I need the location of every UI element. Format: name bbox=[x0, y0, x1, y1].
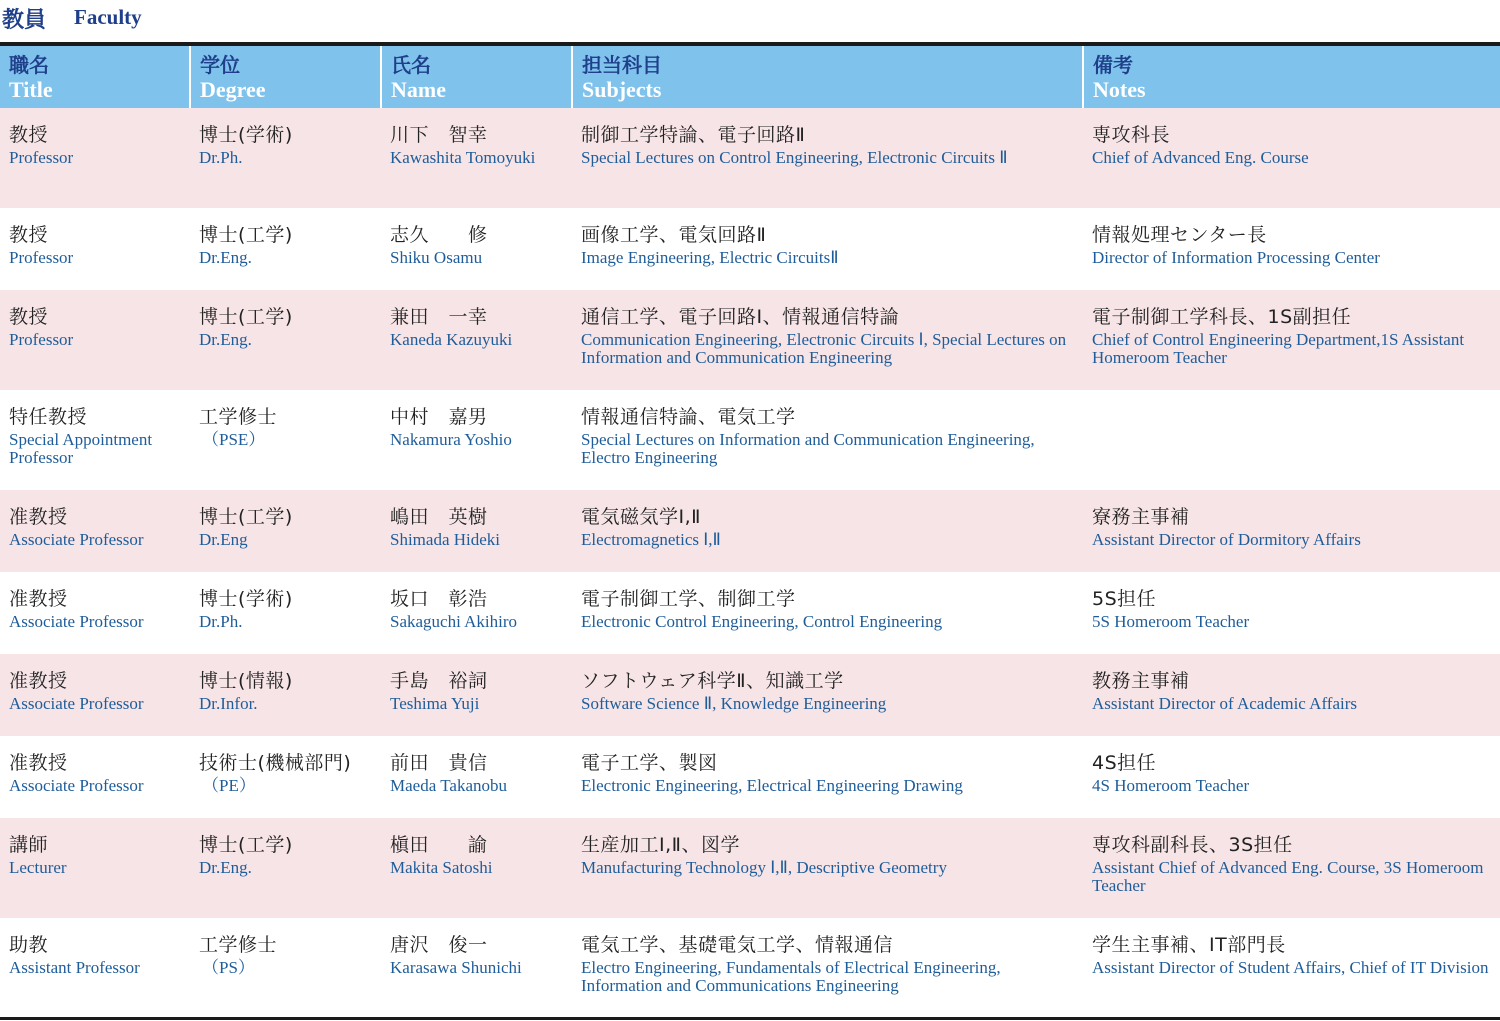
cell-title bbox=[0, 572, 190, 654]
degree-jp: 博士(工学) bbox=[199, 306, 293, 328]
subjects-en: Software Science Ⅱ, Knowledge Engineering bbox=[581, 694, 887, 713]
notes-en: Assistant Director of Academic Affairs bbox=[1092, 694, 1358, 713]
cell-notes bbox=[1083, 918, 1500, 1018]
cell-subjects bbox=[572, 572, 1083, 654]
cell-notes bbox=[1083, 208, 1500, 290]
cell-title bbox=[0, 290, 190, 390]
name-en: Teshima Yuji bbox=[390, 694, 480, 713]
notes-jp: 5S担任 bbox=[1092, 588, 1157, 610]
notes-jp: 専攻科長 bbox=[1092, 124, 1171, 146]
degree-jp: 工学修士 bbox=[199, 934, 278, 956]
degree-en: Dr.Eng. bbox=[199, 858, 252, 877]
subjects-en: Communication Engineering, Electronic Circuits Ⅰ, Special Lectures on Information and Communication Engineering bbox=[581, 330, 1067, 367]
cell-subjects bbox=[572, 390, 1083, 490]
title-en: Associate Professor bbox=[9, 694, 144, 713]
subjects-en: Electronic Engineering, Electrical Engineering Drawing bbox=[581, 776, 963, 795]
table-row bbox=[0, 818, 1500, 918]
title-en: Professor bbox=[9, 148, 74, 167]
name-en: Nakamura Yoshio bbox=[390, 430, 512, 449]
header-label-jp: 職名 bbox=[9, 53, 49, 77]
cell-title bbox=[0, 918, 190, 1018]
cell-notes bbox=[1083, 490, 1500, 572]
column-header-name bbox=[381, 46, 572, 108]
cell-subjects bbox=[572, 108, 1083, 208]
subjects-jp: 制御工学特論、電子回路Ⅱ bbox=[581, 124, 806, 146]
table-row bbox=[0, 108, 1500, 208]
table-row bbox=[0, 390, 1500, 490]
table-row bbox=[0, 490, 1500, 572]
subjects-en: Special Lectures on Control Engineering, Electronic Circuits Ⅱ bbox=[581, 148, 1008, 167]
cell-subjects bbox=[572, 208, 1083, 290]
notes-jp: 寮務主事補 bbox=[1092, 506, 1190, 528]
degree-en: Dr.Eng bbox=[199, 530, 248, 549]
title-jp: 教授 bbox=[9, 306, 49, 328]
notes-en: Assistant Chief of Advanced Eng. Course, 3S Homeroom Teacher bbox=[1092, 858, 1484, 895]
subjects-jp: ソフトウェア科学Ⅱ、知識工学 bbox=[581, 670, 844, 692]
cell-degree bbox=[190, 108, 381, 208]
column-header-title bbox=[0, 46, 190, 108]
degree-en: Dr.Eng. bbox=[199, 330, 252, 349]
table-row bbox=[0, 654, 1500, 736]
name-jp: 坂口 彰浩 bbox=[390, 588, 488, 610]
cell-degree bbox=[190, 736, 381, 818]
name-jp: 中村 嘉男 bbox=[390, 406, 488, 428]
table-row bbox=[0, 290, 1500, 390]
degree-en: （PS） bbox=[202, 958, 255, 977]
cell-degree bbox=[190, 208, 381, 290]
degree-en: （PSE） bbox=[202, 430, 266, 449]
header-label-en: Subjects bbox=[582, 77, 662, 102]
header-label-en: Notes bbox=[1093, 77, 1146, 102]
column-header-subjects bbox=[572, 46, 1083, 108]
title-jp: 助教 bbox=[9, 934, 49, 956]
cell-title bbox=[0, 108, 190, 208]
title-en: Lecturer bbox=[9, 858, 67, 877]
degree-jp: 博士(学術) bbox=[199, 124, 293, 146]
cell-name bbox=[381, 818, 572, 918]
cell-subjects bbox=[572, 818, 1083, 918]
name-en: Kawashita Tomoyuki bbox=[390, 148, 536, 167]
cell-subjects bbox=[572, 490, 1083, 572]
degree-jp: 博士(工学) bbox=[199, 224, 293, 246]
title-en: Assistant Professor bbox=[9, 958, 140, 977]
notes-jp: 情報処理センター長 bbox=[1092, 224, 1267, 246]
title-en: Associate Professor bbox=[9, 776, 144, 795]
page-title-en: Faculty bbox=[74, 5, 142, 29]
notes-en: Assistant Director of Dormitory Affairs bbox=[1092, 530, 1361, 549]
column-header-degree bbox=[190, 46, 381, 108]
cell-title bbox=[0, 490, 190, 572]
name-jp: 前田 貴信 bbox=[390, 752, 488, 774]
cell-notes bbox=[1083, 290, 1500, 390]
name-jp: 兼田 一幸 bbox=[390, 306, 488, 328]
notes-en: Chief of Advanced Eng. Course bbox=[1092, 148, 1309, 167]
name-en: Karasawa Shunichi bbox=[390, 958, 522, 977]
cell-name bbox=[381, 390, 572, 490]
subjects-en: Manufacturing Technology Ⅰ,Ⅱ, Descriptive Geometry bbox=[581, 858, 947, 877]
cell-name bbox=[381, 736, 572, 818]
table-row bbox=[0, 208, 1500, 290]
name-en: Shiku Osamu bbox=[390, 248, 483, 267]
notes-jp: 4S担任 bbox=[1092, 752, 1157, 774]
title-jp: 講師 bbox=[9, 834, 49, 856]
cell-notes bbox=[1083, 390, 1500, 490]
table-row bbox=[0, 572, 1500, 654]
name-jp: 唐沢 俊一 bbox=[390, 934, 488, 956]
name-jp: 川下 智幸 bbox=[390, 124, 488, 146]
title-jp: 准教授 bbox=[9, 588, 68, 610]
subjects-jp: 電気磁気学Ⅰ,Ⅱ bbox=[581, 506, 701, 528]
table-header-row bbox=[0, 46, 1500, 108]
notes-en: Assistant Director of Student Affairs, Chief of IT Division bbox=[1092, 958, 1489, 977]
name-jp: 槇田 諭 bbox=[390, 834, 488, 856]
title-en: Professor bbox=[9, 248, 74, 267]
page-title-jp: 教員 bbox=[2, 8, 47, 33]
title-en: Professor bbox=[9, 330, 74, 349]
subjects-en: Image Engineering, Electric CircuitsⅡ bbox=[581, 248, 839, 267]
title-en: Special Appointment Professor bbox=[9, 430, 153, 467]
cell-notes bbox=[1083, 818, 1500, 918]
cell-subjects bbox=[572, 290, 1083, 390]
degree-en: （PE） bbox=[202, 776, 256, 795]
name-en: Maeda Takanobu bbox=[390, 776, 507, 795]
page-heading bbox=[0, 0, 1500, 42]
notes-jp: 専攻科副科長、3S担任 bbox=[1092, 834, 1293, 856]
title-jp: 特任教授 bbox=[9, 406, 88, 428]
degree-jp: 技術士(機械部門) bbox=[199, 752, 352, 774]
notes-en: Director of Information Processing Center bbox=[1092, 248, 1380, 267]
subjects-jp: 生産加工Ⅰ,Ⅱ、図学 bbox=[581, 834, 740, 856]
subjects-en: Electro Engineering, Fundamentals of Electrical Engineering, Information and Communications Engineering bbox=[581, 958, 1001, 995]
degree-jp: 博士(工学) bbox=[199, 506, 293, 528]
cell-name bbox=[381, 572, 572, 654]
degree-en: Dr.Infor. bbox=[199, 694, 258, 713]
table-row bbox=[0, 918, 1500, 1018]
degree-jp: 博士(工学) bbox=[199, 834, 293, 856]
subjects-jp: 通信工学、電子回路Ⅰ、情報通信特論 bbox=[581, 306, 900, 328]
header-label-en: Degree bbox=[200, 77, 266, 102]
name-en: Sakaguchi Akihiro bbox=[390, 612, 518, 631]
faculty-table bbox=[0, 46, 1500, 1018]
table-row bbox=[0, 736, 1500, 818]
title-en: Associate Professor bbox=[9, 612, 144, 631]
title-jp: 准教授 bbox=[9, 670, 68, 692]
cell-degree bbox=[190, 818, 381, 918]
cell-subjects bbox=[572, 654, 1083, 736]
header-label-jp: 氏名 bbox=[391, 53, 431, 77]
name-en: Shimada Hideki bbox=[390, 530, 501, 549]
cell-degree bbox=[190, 290, 381, 390]
degree-en: Dr.Eng. bbox=[199, 248, 252, 267]
subjects-jp: 電子制御工学、制御工学 bbox=[581, 588, 796, 610]
cell-name bbox=[381, 654, 572, 736]
cell-name bbox=[381, 208, 572, 290]
subjects-jp: 電子工学、製図 bbox=[581, 752, 718, 774]
title-jp: 教授 bbox=[9, 224, 49, 246]
notes-en: 4S Homeroom Teacher bbox=[1092, 776, 1250, 795]
subjects-en: Electromagnetics Ⅰ,Ⅱ bbox=[581, 530, 721, 549]
title-jp: 准教授 bbox=[9, 752, 68, 774]
degree-jp: 博士(学術) bbox=[199, 588, 293, 610]
bottom-divider bbox=[0, 1017, 1500, 1020]
cell-notes bbox=[1083, 736, 1500, 818]
cell-notes bbox=[1083, 108, 1500, 208]
degree-jp: 博士(情報) bbox=[199, 670, 293, 692]
subjects-jp: 電気工学、基礎電気工学、情報通信 bbox=[581, 934, 894, 956]
notes-jp: 教務主事補 bbox=[1092, 670, 1190, 692]
name-en: Kaneda Kazuyuki bbox=[390, 330, 513, 349]
header-label-en: Name bbox=[391, 77, 446, 102]
name-jp: 志久 修 bbox=[390, 224, 488, 246]
cell-subjects bbox=[572, 918, 1083, 1018]
cell-notes bbox=[1083, 572, 1500, 654]
notes-en: 5S Homeroom Teacher bbox=[1092, 612, 1250, 631]
cell-title bbox=[0, 736, 190, 818]
subjects-en: Electronic Control Engineering, Control Engineering bbox=[581, 612, 943, 631]
cell-title bbox=[0, 208, 190, 290]
header-label-jp: 学位 bbox=[200, 53, 240, 77]
cell-name bbox=[381, 108, 572, 208]
name-jp: 手島 裕詞 bbox=[390, 670, 488, 692]
cell-subjects bbox=[572, 736, 1083, 818]
name-jp: 嶋田 英樹 bbox=[390, 506, 488, 528]
cell-degree bbox=[190, 918, 381, 1018]
cell-title bbox=[0, 654, 190, 736]
cell-degree bbox=[190, 654, 381, 736]
title-en: Associate Professor bbox=[9, 530, 144, 549]
notes-jp: 電子制御工学科長、1S副担任 bbox=[1092, 306, 1352, 328]
column-header-notes bbox=[1083, 46, 1500, 108]
header-label-en: Title bbox=[9, 77, 53, 102]
cell-name bbox=[381, 918, 572, 1018]
notes-en: Chief of Control Engineering Department,1S Assistant Homeroom Teacher bbox=[1092, 330, 1465, 367]
degree-jp: 工学修士 bbox=[199, 406, 278, 428]
subjects-jp: 情報通信特論、電気工学 bbox=[581, 406, 796, 428]
cell-title bbox=[0, 390, 190, 490]
cell-title bbox=[0, 818, 190, 918]
cell-degree bbox=[190, 390, 381, 490]
name-en: Makita Satoshi bbox=[390, 858, 493, 877]
cell-notes bbox=[1083, 654, 1500, 736]
title-jp: 准教授 bbox=[9, 506, 68, 528]
cell-name bbox=[381, 290, 572, 390]
cell-degree bbox=[190, 572, 381, 654]
header-label-jp: 備考 bbox=[1093, 53, 1133, 77]
degree-en: Dr.Ph. bbox=[199, 612, 243, 631]
cell-name bbox=[381, 490, 572, 572]
cell-degree bbox=[190, 490, 381, 572]
degree-en: Dr.Ph. bbox=[199, 148, 243, 167]
subjects-jp: 画像工学、電気回路Ⅱ bbox=[581, 224, 767, 246]
header-label-jp: 担当科目 bbox=[582, 53, 662, 77]
subjects-en: Special Lectures on Information and Communication Engineering, Electro Engineering bbox=[581, 430, 1035, 467]
notes-jp: 学生主事補、IT部門長 bbox=[1092, 934, 1286, 956]
title-jp: 教授 bbox=[9, 124, 49, 146]
